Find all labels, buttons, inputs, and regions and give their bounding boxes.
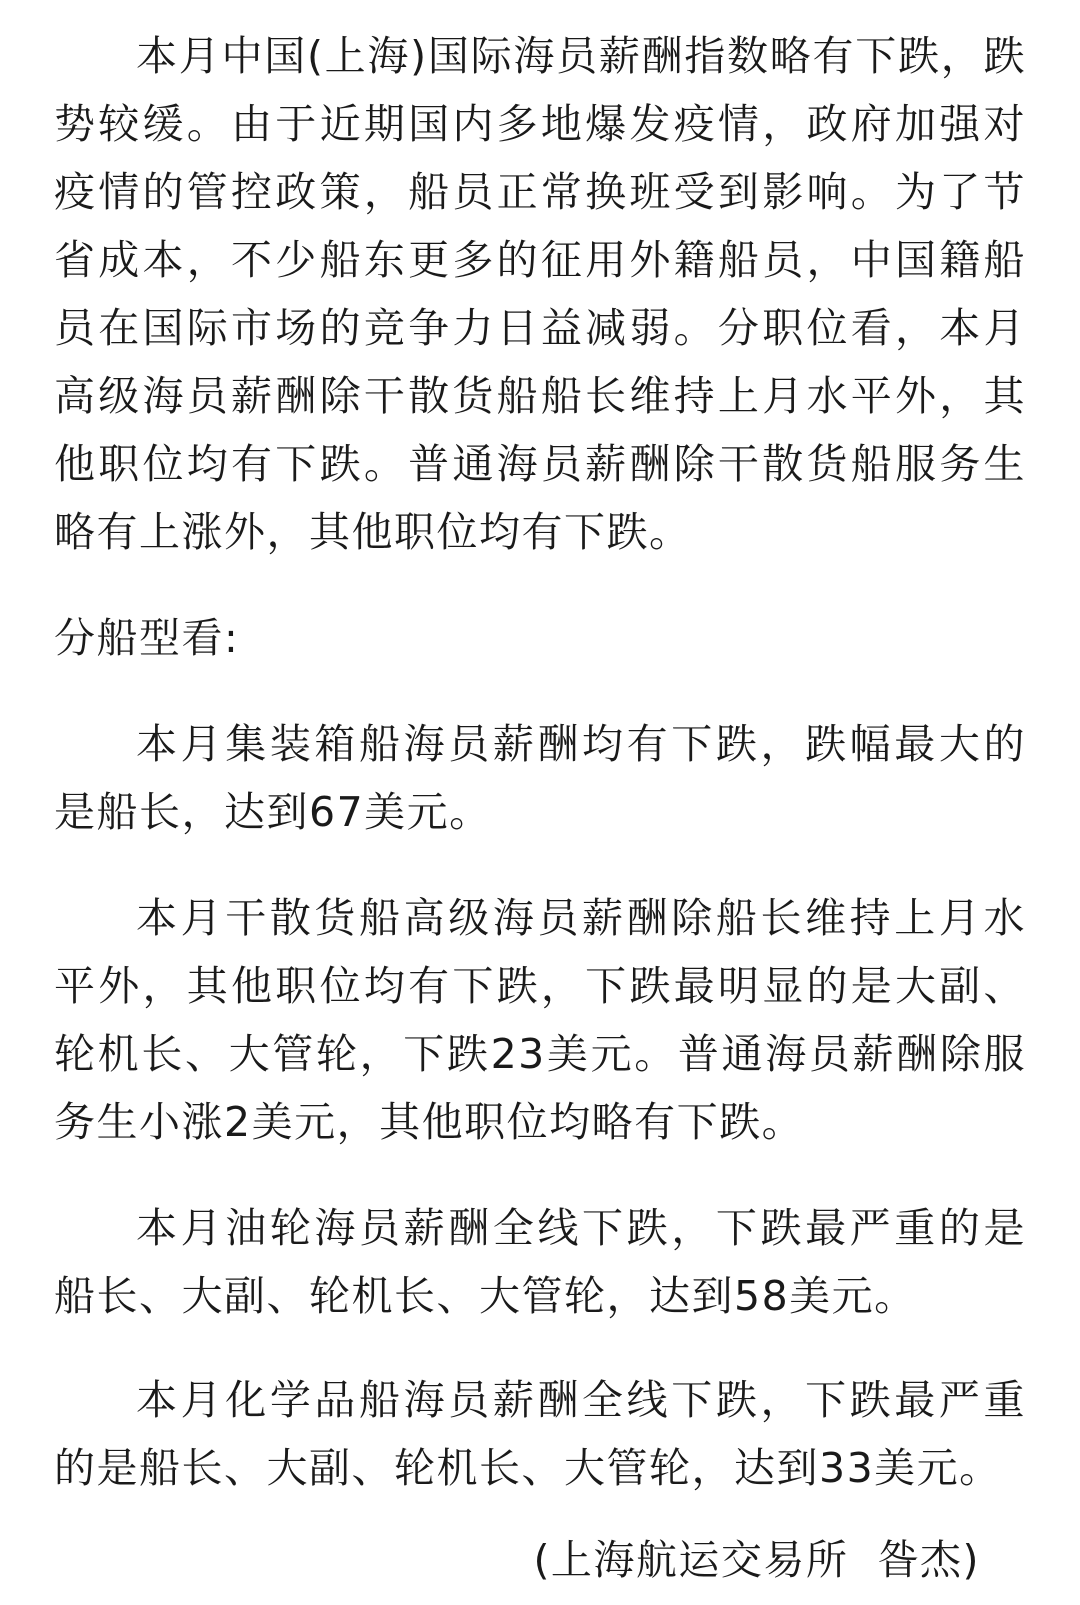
paragraph-oil-tanker: 本月油轮海员薪酬全线下跌，下跌最严重的是船长、大副、轮机长、大管轮，达到58美元。 (54, 1204, 1026, 1320)
paragraph-bulk-carrier: 本月干散货船高级海员薪酬除船长维持上月水平外，其他职位均有下跌，下跌最明显的是大副、轮机长、大管轮，下跌23美元。普通海员薪酬除服务生小涨2美元，其他职位均略有下跌。 (54, 894, 1026, 1146)
paragraph-by-vessel-heading: 分船型看: (54, 614, 240, 662)
paragraph-container-ship: 本月集装箱船海员薪酬均有下跌，跌幅最大的是船长，达到67美元。 (54, 720, 1026, 836)
paragraph-chemical-tanker: 本月化学品船海员薪酬全线下跌，下跌最严重的是船长、大副、轮机长、大管轮，达到33美元。 (54, 1376, 1026, 1492)
source-attribution: (上海航运交易所 昝杰) (533, 1536, 980, 1584)
paragraph-intro: 本月中国(上海)国际海员薪酬指数略有下跌，跌势较缓。由于近期国内多地爆发疫情，政府加强对疫情的管控政策，船员正常换班受到影响。为了节省成本，不少船东更多的征用外籍船员，中国籍船员在国际市场的竞争力日益减弱。分职位看，本月高级海员薪酬除干散货船船长维持上月水平外，其他职位均有下跌。普通海员薪酬除干散货船服务生略有上涨外，其他职位均有下跌。 (54, 32, 1026, 556)
